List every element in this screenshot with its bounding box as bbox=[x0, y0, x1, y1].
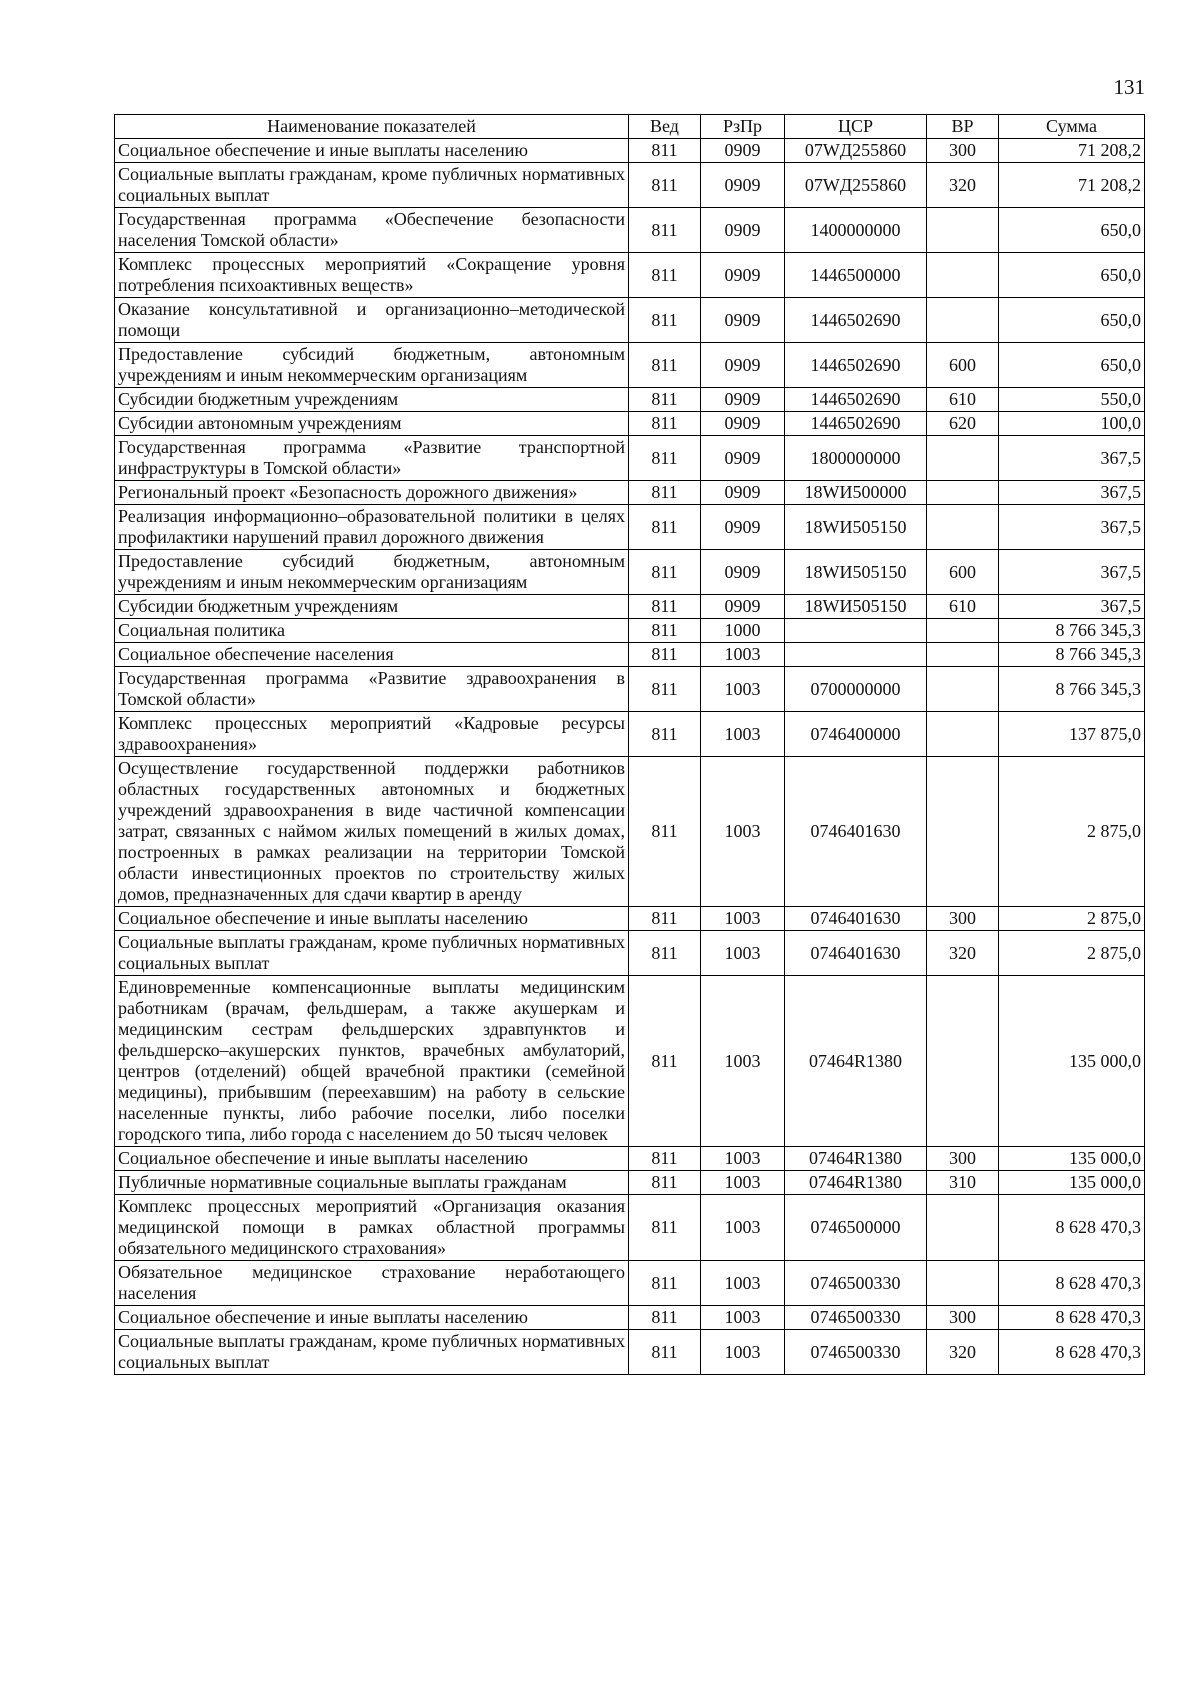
cell-sum: 100,0 bbox=[999, 412, 1145, 436]
cell-vr bbox=[927, 757, 999, 907]
cell-csr: 0746500000 bbox=[785, 1195, 927, 1261]
cell-name: Социальное обеспечение населения bbox=[115, 643, 629, 667]
cell-ved: 811 bbox=[629, 1171, 701, 1195]
table-row bbox=[115, 208, 1145, 253]
header-name: Наименование показателей bbox=[115, 115, 629, 139]
cell-name: Обязательное медицинское страхование неработающего населения bbox=[115, 1261, 629, 1306]
cell-sum: 137 875,0 bbox=[999, 712, 1145, 757]
cell-rzpr: 0909 bbox=[701, 139, 785, 163]
cell-rzpr: 0909 bbox=[701, 388, 785, 412]
cell-ved: 811 bbox=[629, 1195, 701, 1261]
table-header-row bbox=[115, 115, 1145, 139]
cell-vr: 620 bbox=[927, 412, 999, 436]
cell-name: Публичные нормативные социальные выплаты гражданам bbox=[115, 1171, 629, 1195]
cell-rzpr: 1003 bbox=[701, 976, 785, 1147]
cell-sum: 8 628 470,3 bbox=[999, 1261, 1145, 1306]
cell-ved: 811 bbox=[629, 1261, 701, 1306]
cell-sum: 550,0 bbox=[999, 388, 1145, 412]
table-row bbox=[115, 550, 1145, 595]
cell-sum: 8 628 470,3 bbox=[999, 1306, 1145, 1330]
table-body bbox=[115, 139, 1145, 1375]
cell-name: Социальное обеспечение и иные выплаты населению bbox=[115, 1306, 629, 1330]
cell-vr bbox=[927, 619, 999, 643]
cell-sum: 135 000,0 bbox=[999, 976, 1145, 1147]
cell-name: Комплекс процессных мероприятий «Сокращение уровня потребления психоактивных веществ» bbox=[115, 253, 629, 298]
cell-sum: 367,5 bbox=[999, 550, 1145, 595]
cell-csr: 0746400000 bbox=[785, 712, 927, 757]
table-row bbox=[115, 712, 1145, 757]
cell-vr bbox=[927, 1195, 999, 1261]
table-row bbox=[115, 388, 1145, 412]
cell-csr: 18WИ505150 bbox=[785, 595, 927, 619]
cell-vr bbox=[927, 1261, 999, 1306]
cell-sum: 8 766 345,3 bbox=[999, 667, 1145, 712]
cell-rzpr: 0909 bbox=[701, 436, 785, 481]
cell-name: Оказание консультативной и организационно–методической помощи bbox=[115, 298, 629, 343]
cell-csr: 07WД255860 bbox=[785, 163, 927, 208]
cell-sum: 8 766 345,3 bbox=[999, 643, 1145, 667]
cell-sum: 650,0 bbox=[999, 208, 1145, 253]
cell-rzpr: 0909 bbox=[701, 595, 785, 619]
table-row bbox=[115, 343, 1145, 388]
cell-ved: 811 bbox=[629, 643, 701, 667]
cell-vr bbox=[927, 505, 999, 550]
cell-vr: 300 bbox=[927, 1306, 999, 1330]
table-row bbox=[115, 976, 1145, 1147]
cell-name: Государственная программа «Развитие транспортной инфраструктуры в Томской области» bbox=[115, 436, 629, 481]
header-csr: ЦСР bbox=[785, 115, 927, 139]
table-row bbox=[115, 1171, 1145, 1195]
cell-rzpr: 1003 bbox=[701, 931, 785, 976]
cell-csr: 1446502690 bbox=[785, 412, 927, 436]
cell-name: Государственная программа «Обеспечение безопасности населения Томской области» bbox=[115, 208, 629, 253]
cell-sum: 135 000,0 bbox=[999, 1147, 1145, 1171]
cell-name: Социальные выплаты гражданам, кроме публичных нормативных социальных выплат bbox=[115, 163, 629, 208]
table-row bbox=[115, 412, 1145, 436]
cell-ved: 811 bbox=[629, 412, 701, 436]
page-number: 131 bbox=[1113, 75, 1145, 99]
cell-vr: 300 bbox=[927, 1147, 999, 1171]
cell-name: Субсидии бюджетным учреждениям bbox=[115, 388, 629, 412]
cell-sum: 135 000,0 bbox=[999, 1171, 1145, 1195]
cell-vr bbox=[927, 436, 999, 481]
cell-csr: 0746401630 bbox=[785, 907, 927, 931]
table-row bbox=[115, 139, 1145, 163]
cell-name: Социальное обеспечение и иные выплаты населению bbox=[115, 1147, 629, 1171]
cell-csr: 0746500330 bbox=[785, 1306, 927, 1330]
cell-csr: 18WИ505150 bbox=[785, 550, 927, 595]
table-row bbox=[115, 1147, 1145, 1171]
cell-name: Государственная программа «Развитие здравоохранения в Томской области» bbox=[115, 667, 629, 712]
cell-ved: 811 bbox=[629, 757, 701, 907]
cell-sum: 71 208,2 bbox=[999, 163, 1145, 208]
cell-rzpr: 1003 bbox=[701, 757, 785, 907]
cell-ved: 811 bbox=[629, 253, 701, 298]
cell-vr: 320 bbox=[927, 163, 999, 208]
table-row bbox=[115, 1330, 1145, 1375]
cell-vr: 320 bbox=[927, 1330, 999, 1375]
cell-name: Субсидии автономным учреждениям bbox=[115, 412, 629, 436]
cell-csr: 18WИ500000 bbox=[785, 481, 927, 505]
cell-sum: 8 766 345,3 bbox=[999, 619, 1145, 643]
table-row bbox=[115, 1261, 1145, 1306]
cell-ved: 811 bbox=[629, 1147, 701, 1171]
cell-rzpr: 1003 bbox=[701, 1261, 785, 1306]
cell-sum: 367,5 bbox=[999, 595, 1145, 619]
cell-vr bbox=[927, 643, 999, 667]
cell-vr: 310 bbox=[927, 1171, 999, 1195]
cell-sum: 2 875,0 bbox=[999, 931, 1145, 976]
cell-name: Предоставление субсидий бюджетным, автономным учреждениям и иным некоммерческим организациям bbox=[115, 550, 629, 595]
cell-ved: 811 bbox=[629, 343, 701, 388]
cell-ved: 811 bbox=[629, 619, 701, 643]
cell-vr bbox=[927, 253, 999, 298]
cell-rzpr: 1003 bbox=[701, 1147, 785, 1171]
cell-csr: 1446502690 bbox=[785, 388, 927, 412]
cell-vr bbox=[927, 667, 999, 712]
cell-rzpr: 0909 bbox=[701, 208, 785, 253]
cell-name: Социальные выплаты гражданам, кроме публичных нормативных социальных выплат bbox=[115, 1330, 629, 1375]
cell-csr: 1446500000 bbox=[785, 253, 927, 298]
cell-rzpr: 0909 bbox=[701, 412, 785, 436]
cell-rzpr: 1003 bbox=[701, 712, 785, 757]
cell-sum: 2 875,0 bbox=[999, 907, 1145, 931]
table-row bbox=[115, 163, 1145, 208]
table-row bbox=[115, 298, 1145, 343]
cell-sum: 2 875,0 bbox=[999, 757, 1145, 907]
cell-name: Субсидии бюджетным учреждениям bbox=[115, 595, 629, 619]
table-row bbox=[115, 907, 1145, 931]
cell-vr: 300 bbox=[927, 139, 999, 163]
cell-csr bbox=[785, 619, 927, 643]
cell-csr: 0746401630 bbox=[785, 931, 927, 976]
cell-rzpr: 1003 bbox=[701, 1306, 785, 1330]
table-row bbox=[115, 1195, 1145, 1261]
cell-ved: 811 bbox=[629, 298, 701, 343]
cell-vr: 600 bbox=[927, 343, 999, 388]
cell-csr: 0700000000 bbox=[785, 667, 927, 712]
cell-ved: 811 bbox=[629, 436, 701, 481]
table-row bbox=[115, 1306, 1145, 1330]
cell-ved: 811 bbox=[629, 388, 701, 412]
cell-csr: 18WИ505150 bbox=[785, 505, 927, 550]
table-row bbox=[115, 595, 1145, 619]
cell-name: Социальное обеспечение и иные выплаты населению bbox=[115, 139, 629, 163]
cell-vr bbox=[927, 298, 999, 343]
cell-rzpr: 0909 bbox=[701, 253, 785, 298]
header-ved: Вед bbox=[629, 115, 701, 139]
table-row bbox=[115, 757, 1145, 907]
cell-rzpr: 1003 bbox=[701, 907, 785, 931]
cell-vr: 610 bbox=[927, 388, 999, 412]
cell-rzpr: 1003 bbox=[701, 643, 785, 667]
table-row bbox=[115, 643, 1145, 667]
cell-rzpr: 0909 bbox=[701, 481, 785, 505]
cell-ved: 811 bbox=[629, 1330, 701, 1375]
cell-rzpr: 1000 bbox=[701, 619, 785, 643]
cell-vr bbox=[927, 208, 999, 253]
cell-vr bbox=[927, 712, 999, 757]
cell-csr: 1400000000 bbox=[785, 208, 927, 253]
table-row bbox=[115, 436, 1145, 481]
cell-rzpr: 1003 bbox=[701, 667, 785, 712]
table-row bbox=[115, 481, 1145, 505]
table-row bbox=[115, 619, 1145, 643]
cell-sum: 367,5 bbox=[999, 436, 1145, 481]
cell-name: Предоставление субсидий бюджетным, автономным учреждениям и иным некоммерческим организациям bbox=[115, 343, 629, 388]
cell-csr bbox=[785, 643, 927, 667]
cell-ved: 811 bbox=[629, 505, 701, 550]
cell-ved: 811 bbox=[629, 163, 701, 208]
budget-table bbox=[114, 114, 1145, 1375]
cell-ved: 811 bbox=[629, 595, 701, 619]
cell-sum: 71 208,2 bbox=[999, 139, 1145, 163]
cell-vr: 600 bbox=[927, 550, 999, 595]
cell-ved: 811 bbox=[629, 481, 701, 505]
cell-sum: 650,0 bbox=[999, 343, 1145, 388]
cell-name: Комплекс процессных мероприятий «Организация оказания медицинской помощи в рамках областной программы обязательного медицинского страхования» bbox=[115, 1195, 629, 1261]
cell-ved: 811 bbox=[629, 550, 701, 595]
cell-vr: 610 bbox=[927, 595, 999, 619]
cell-rzpr: 1003 bbox=[701, 1330, 785, 1375]
cell-ved: 811 bbox=[629, 208, 701, 253]
cell-csr: 07WД255860 bbox=[785, 139, 927, 163]
cell-name: Социальная политика bbox=[115, 619, 629, 643]
cell-rzpr: 1003 bbox=[701, 1171, 785, 1195]
cell-csr: 1800000000 bbox=[785, 436, 927, 481]
cell-csr: 0746500330 bbox=[785, 1330, 927, 1375]
table-row bbox=[115, 931, 1145, 976]
cell-vr bbox=[927, 976, 999, 1147]
cell-name: Социальное обеспечение и иные выплаты населению bbox=[115, 907, 629, 931]
cell-ved: 811 bbox=[629, 976, 701, 1147]
cell-ved: 811 bbox=[629, 667, 701, 712]
cell-vr bbox=[927, 481, 999, 505]
cell-name: Социальные выплаты гражданам, кроме публичных нормативных социальных выплат bbox=[115, 931, 629, 976]
header-sum: Сумма bbox=[999, 115, 1145, 139]
cell-ved: 811 bbox=[629, 907, 701, 931]
cell-ved: 811 bbox=[629, 1306, 701, 1330]
cell-csr: 07464R1380 bbox=[785, 1147, 927, 1171]
cell-rzpr: 1003 bbox=[701, 1195, 785, 1261]
header-vr: ВР bbox=[927, 115, 999, 139]
cell-sum: 650,0 bbox=[999, 253, 1145, 298]
cell-rzpr: 0909 bbox=[701, 298, 785, 343]
cell-sum: 367,5 bbox=[999, 481, 1145, 505]
cell-name: Осуществление государственной поддержки работников областных государственных автономных и бюджетных учреждений здравоохранения в виде частичной компенсации затрат, связанных с наймом жилых помещений в жилых домах, построенных в рамках реализации на территории Томской области инвестиционных проектов по строительству жилых домов, предназначенных для сдачи квартир в аренду bbox=[115, 757, 629, 907]
cell-sum: 8 628 470,3 bbox=[999, 1330, 1145, 1375]
cell-rzpr: 0909 bbox=[701, 343, 785, 388]
cell-sum: 8 628 470,3 bbox=[999, 1195, 1145, 1261]
cell-vr: 320 bbox=[927, 931, 999, 976]
cell-csr: 1446502690 bbox=[785, 343, 927, 388]
cell-sum: 367,5 bbox=[999, 505, 1145, 550]
cell-vr: 300 bbox=[927, 907, 999, 931]
cell-csr: 0746401630 bbox=[785, 757, 927, 907]
header-rzpr: РзПр bbox=[701, 115, 785, 139]
cell-rzpr: 0909 bbox=[701, 550, 785, 595]
cell-rzpr: 0909 bbox=[701, 163, 785, 208]
table-row bbox=[115, 253, 1145, 298]
cell-sum: 650,0 bbox=[999, 298, 1145, 343]
cell-name: Комплекс процессных мероприятий «Кадровые ресурсы здравоохранения» bbox=[115, 712, 629, 757]
cell-csr: 1446502690 bbox=[785, 298, 927, 343]
table-row bbox=[115, 667, 1145, 712]
table-row bbox=[115, 505, 1145, 550]
cell-ved: 811 bbox=[629, 712, 701, 757]
cell-csr: 0746500330 bbox=[785, 1261, 927, 1306]
cell-name: Единовременные компенсационные выплаты медицинским работникам (врачам, фельдшерам, а также акушеркам и медицинским сестрам фельдшерских здравпунктов и фельдшерско–акушерских пунктов, врачебных амбулаторий, центров (отделений) общей врачебной практики (семейной медицины), прибывшим (переехавшим) на работу в сельские населенные пункты, либо рабочие поселки, либо поселки городского типа, либо города с населением до 50 тысяч человек bbox=[115, 976, 629, 1147]
cell-csr: 07464R1380 bbox=[785, 976, 927, 1147]
cell-ved: 811 bbox=[629, 139, 701, 163]
cell-csr: 07464R1380 bbox=[785, 1171, 927, 1195]
cell-ved: 811 bbox=[629, 931, 701, 976]
cell-name: Региональный проект «Безопасность дорожного движения» bbox=[115, 481, 629, 505]
cell-rzpr: 0909 bbox=[701, 505, 785, 550]
cell-name: Реализация информационно–образовательной политики в целях профилактики нарушений правил дорожного движения bbox=[115, 505, 629, 550]
